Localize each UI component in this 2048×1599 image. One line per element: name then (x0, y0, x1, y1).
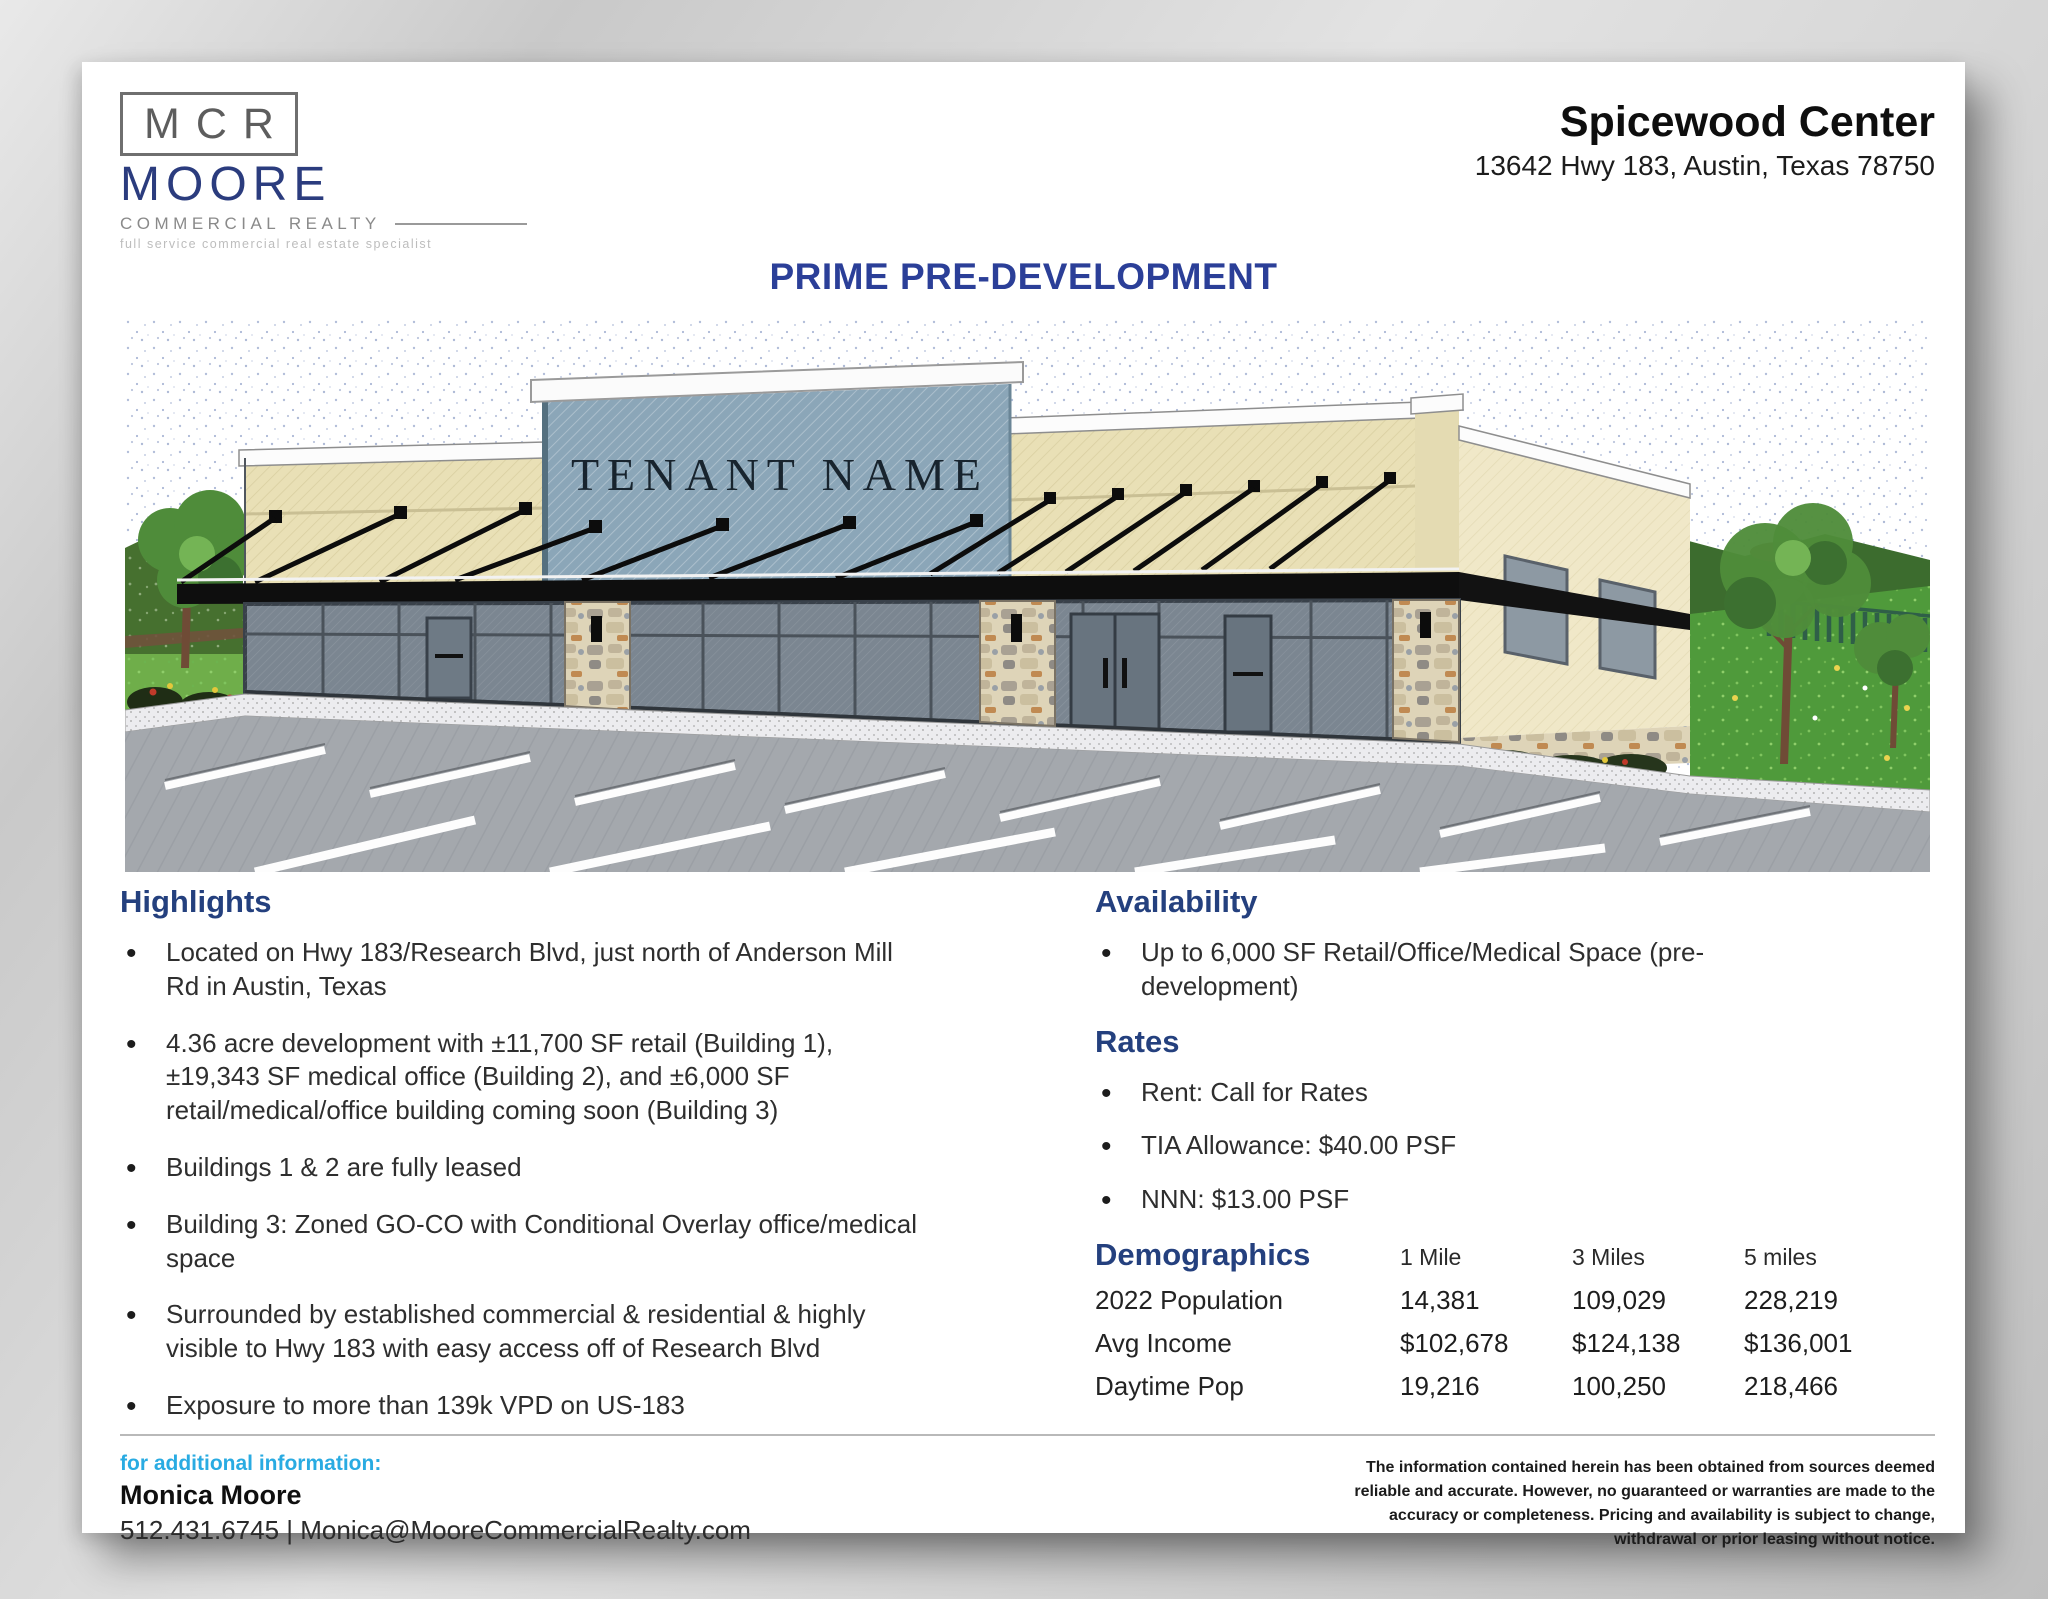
contact-phone-email: 512.431.6745 | Monica@MooreCommercialRealty.com (120, 1515, 751, 1545)
demographics-title: Demographics (1095, 1236, 1311, 1272)
property-name: Spicewood Center (1559, 98, 1935, 146)
building-rendering (125, 318, 1930, 872)
availability-section (1095, 884, 1935, 1004)
rates-list (1095, 1076, 1935, 1217)
demographics-row-label: Daytime Pop (1095, 1370, 1244, 1401)
legal-disclaimer: The information contained herein has been obtained from sources deemed reliable and accurate. However, no guaranteed or warranties are made to the accuracy or completeness. Pricing and availability is subject to change, withdrawal or prior leasing without notice. (1354, 1459, 1935, 1548)
rate-item: • TIA Allowance: $40.00 PSF (1095, 1129, 1705, 1163)
highlights-section (120, 884, 1055, 1446)
logo-subtitle: COMMERCIAL REALTY (120, 214, 381, 233)
demographics-column-header: 1 Mile (1400, 1243, 1462, 1270)
rates-title: Rates (1095, 1023, 1180, 1059)
rates-section (1095, 1024, 1935, 1217)
demographics-row-label: Avg Income (1095, 1327, 1232, 1358)
availability-item: • Up to 6,000 SF Retail/Office/Medical Space (pre-development) (1095, 936, 1705, 1004)
company-logo (120, 92, 527, 251)
footer (120, 1434, 1935, 1552)
demographics-value: $124,138 (1572, 1327, 1681, 1358)
building-rendering-svg (125, 318, 1930, 872)
property-address: 13642 Hwy 183, Austin, Texas 78750 (1474, 150, 1935, 182)
banner-title: PRIME PRE-DEVELOPMENT (769, 256, 1278, 297)
highlight-item: • Surrounded by established commercial & residential & highly visible to Hwy 183 with easy access off of Research Blvd (120, 1298, 930, 1366)
logo-name: MOORE (120, 158, 332, 211)
demographics-value: $136,001 (1744, 1327, 1853, 1358)
contact-name: Monica Moore (120, 1480, 302, 1510)
logo-monogram-icon (120, 92, 298, 156)
highlight-item: • Exposure to more than 139k VPD on US-183 (120, 1389, 930, 1423)
demographics-value: 19,216 (1400, 1370, 1480, 1401)
tenant-sign-text: TENANT NAME (570, 449, 990, 500)
highlight-item: • Located on Hwy 183/Research Blvd, just north of Anderson Mill Rd in Austin, Texas (120, 936, 930, 1004)
demographics-section (1095, 1237, 1935, 1402)
availability-title: Availability (1095, 884, 1258, 919)
logo-rule (395, 223, 527, 225)
rate-item: • NNN: $13.00 PSF (1095, 1183, 1705, 1217)
logo-tagline: full service commercial real estate specialist (120, 237, 433, 251)
contact-info-label: for additional information: (120, 1452, 382, 1475)
contact-block (120, 1452, 751, 1546)
demographics-value: 109,029 (1572, 1284, 1666, 1315)
demographics-value: 228,219 (1744, 1284, 1838, 1315)
availability-list (1095, 936, 1935, 1004)
demographics-value: 218,466 (1744, 1370, 1838, 1401)
demographics-value: $102,678 (1400, 1327, 1509, 1358)
highlights-list (120, 936, 1055, 1423)
demographics-row-label: 2022 Population (1095, 1284, 1283, 1315)
logo-monogram: MCR (144, 99, 290, 148)
demographics-table (1095, 1237, 1935, 1402)
demographics-column-header: 5 miles (1744, 1243, 1817, 1270)
flyer-page (82, 62, 1965, 1548)
rate-item: • Rent: Call for Rates (1095, 1076, 1705, 1110)
demographics-value: 100,250 (1572, 1370, 1666, 1401)
demographics-column-header: 3 Miles (1572, 1243, 1645, 1270)
demographics-value: 14,381 (1400, 1284, 1480, 1315)
highlights-title: Highlights (120, 884, 272, 919)
highlight-item: • Building 3: Zoned GO-CO with Conditional Overlay office/medical space (120, 1208, 930, 1276)
highlight-item: • 4.36 acre development with ±11,700 SF retail (Building 1), ±19,343 SF medical office (Building 2), and ±6,000 SF retail/medical/office building coming soon (Building 3) (120, 1027, 930, 1128)
highlight-item: • Buildings 1 & 2 are fully leased (120, 1151, 930, 1185)
